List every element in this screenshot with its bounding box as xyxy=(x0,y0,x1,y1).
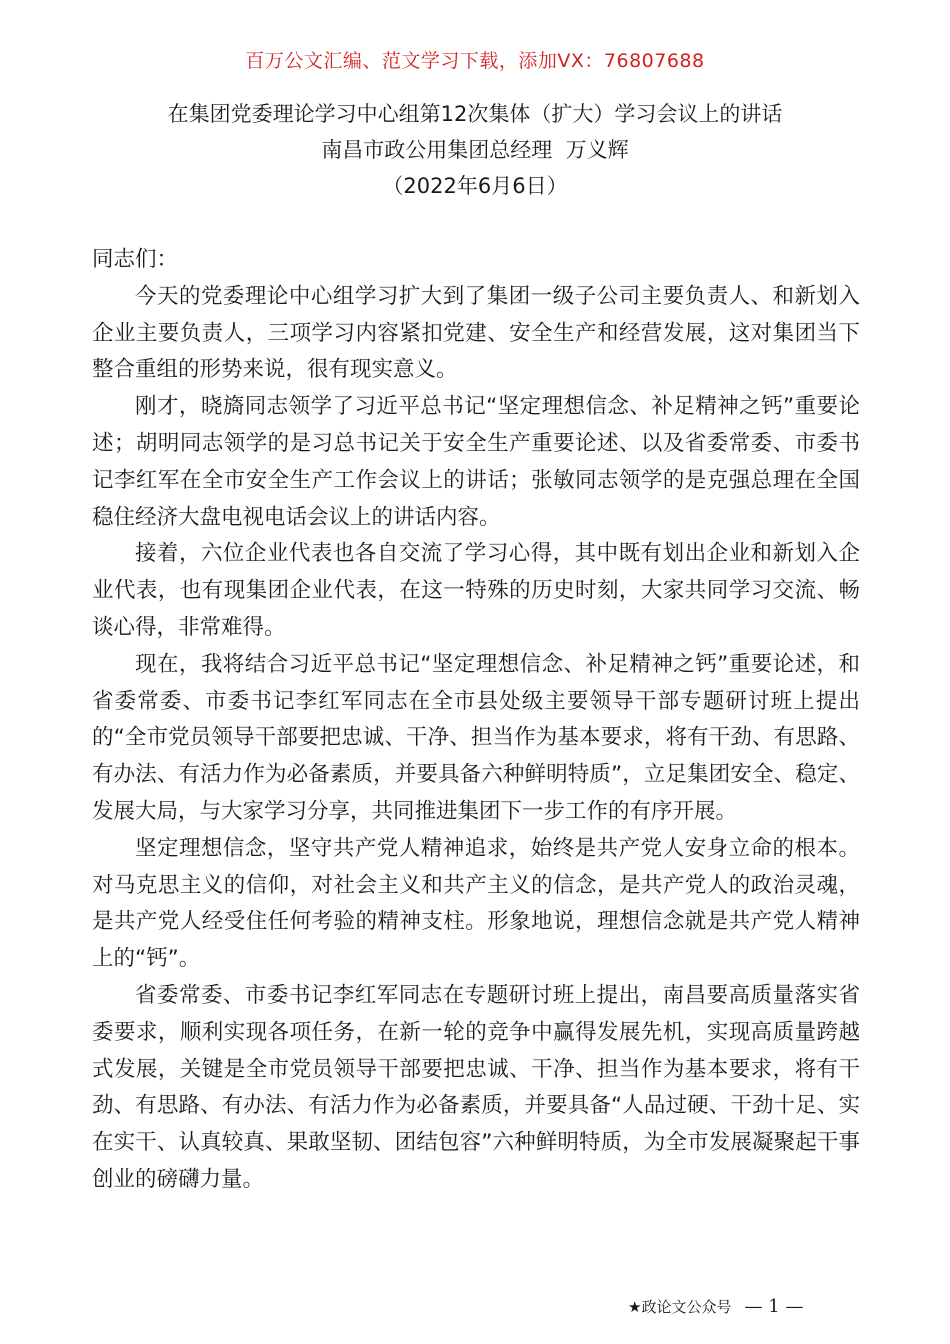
speaker-line: 南昌市政公用集团总经理 万义辉 xyxy=(321,138,629,162)
body-text xyxy=(92,242,860,1199)
paragraph: 省委常委、市委书记李红军同志在专题研讨班上提出，南昌要高质量落实省委要求，顺利实现各项任务，在新一轮的竞争中赢得发展先机，实现高质量跨越式发展，关键是全市党员领导干部要把忠诚、干净、担当作为基本要求，将有干劲、有思路、有办法、有活力作为必备素质，并要具备“人品过硬、干劲十足、实在实干、认真较真、果敢坚韧、团结包容”六种鲜明特质，为全市发展凝聚起干事创业的磅礴力量。 xyxy=(92,982,860,1192)
paragraph: 刚才，晓旖同志领学了习近平总书记“坚定理想信念、补足精神之钙”重要论述；胡明同志领学的是习总书记关于安全生产重要论述、以及省委常委、市委书记李红军在全市安全生产工作会议上的讲话；张敏同志领学的是克强总理在全国稳住经济大盘电视电话会议上的讲话内容。 xyxy=(92,394,860,530)
title-block xyxy=(0,96,950,204)
salutation: 同志们： xyxy=(92,247,179,272)
paragraph: 接着，六位企业代表也各自交流了学习心得，其中既有划出企业和新划入企业代表，也有现集团企业代表，在这一特殊的历史时刻，大家共同学习交流、畅谈心得，非常难得。 xyxy=(92,541,860,640)
speech-date: （2022年6月6日） xyxy=(382,174,568,198)
paragraph: 坚定理想信念，坚守共产党人精神追求，始终是共产党人安身立命的根本。对马克思主义的信仰，对社会主义和共产主义的信念，是共产党人的政治灵魂，是共产党人经受住任何考验的精神支柱。形象地说，理想信念就是共产党人精神上的“钙”。 xyxy=(92,835,860,972)
paragraph: 今天的党委理论中心组学习扩大到了集团一级子公司主要负责人、和新划入企业主要负责人，三项学习内容紧扣党建、安全生产和经营发展，这对集团当下整合重组的形势来说，很有现实意义。 xyxy=(92,283,860,383)
speech-title: 在集团党委理论学习中心组第12次集体（扩大）学习会议上的讲话 xyxy=(167,102,783,126)
page-number: — 1 — xyxy=(744,1296,804,1317)
promo-banner: 百万公文汇编、范文学习下载，添加VX：76807688 xyxy=(245,50,705,72)
footer-label: ★政论文公众号 xyxy=(628,1298,732,1316)
page-footer xyxy=(628,1296,878,1317)
paragraph: 现在，我将结合习近平总书记“坚定理想信念、补足精神之钙”重要论述，和省委常委、市委书记李红军同志在全市县处级主要领导干部专题研讨班上提出的“全市党员领导干部要把忠诚、干净、担当作为基本要求，将有干劲、有思路、有办法、有活力作为必备素质，并要具备六种鲜明特质”，立足集团安全、稳定、发展大局，与大家学习分享，共同推进集团下一步工作的有序开展。 xyxy=(92,651,860,824)
